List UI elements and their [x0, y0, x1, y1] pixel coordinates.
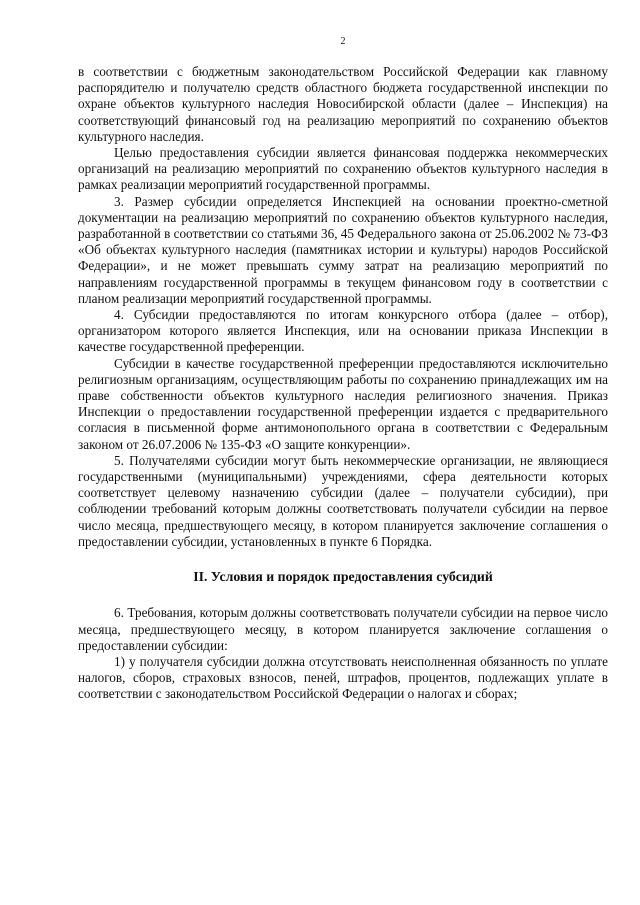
paragraph-requirement-1-tax-debt: 1) у получателя субсидии должна отсутствовать неисполненная обязанность по уплате налогов, сборов, страховых взносов, пеней, штрафов, процентов, подлежащих уплате в соответствии с законодательством Российской Федерации о налогах и сборах;	[78, 653, 608, 702]
document-page	[78, 36, 608, 703]
page-number: 2	[340, 36, 346, 47]
paragraph-item-4-selection: 4. Субсидии предоставляются по итогам конкурсного отбора (далее – отбор), организатором которого является Инспекция, или на основании приказа Инспекции в качестве государственной преференции.	[78, 307, 608, 355]
paragraph-item-5-recipients: 5. Получателями субсидии могут быть некоммерческие организации, не являющиеся государственными (муниципальными) учреждениями, сфера деятельности которых соответствует целевому назначению субсидии (далее – получатели субсидии), при соблюдении требований которым должны соответствовать получатели субсидии на первое число месяца, предшествующего месяцу, в котором планируется заключение соглашения о предоставлении субсидии, установленных в пункте 6 Порядка.	[78, 452, 608, 549]
paragraph-subsidy-goal: Целью предоставления субсидии является финансовая поддержка некоммерческих организаций на реализацию мероприятий по сохранению объектов культурного наследия в рамках реализации мероприятий государственной программы.	[78, 145, 608, 193]
paragraph-budget-recipient: в соответствии с бюджетным законодательством Российской Федерации как главному распорядителю и получателю средств областного бюджета государственной инспекции по охране объектов культурного наследия Новосибирской области (далее – Инспекция) на соответствующий финансовый год на реализацию мероприятий по сохранению объектов культурного наследия.	[78, 64, 608, 144]
paragraph-item-6-requirements: 6. Требования, которым должны соответствовать получатели субсидии на первое число месяца, предшествующего месяцу, в котором планируется заключение соглашения о предоставлении субсидии:	[78, 605, 608, 653]
paragraph-state-preference: Субсидии в качестве государственной преференции предоставляются исключительно религиозным организациям, осуществляющим работы по сохранению принадлежащих им на праве собственности объектов культурного наследия религиозного значения. Приказ Инспекции о предоставлении государственной преференции издается с предварительного согласия в письменной форме антимонопольного органа в соответствии с Федеральным законом от 26.07.2006 № 135-ФЗ «О защите конкуренции».	[78, 355, 608, 452]
section-title: II. Условия и порядок предоставления субсидий	[193, 569, 493, 585]
paragraph-item-3-subsidy-amount: 3. Размер субсидии определяется Инспекцией на основании проектно-сметной документации на реализацию мероприятий по сохранению объектов культурного наследия, разработанной в соответствии со статьями 36, 45 Федерального закона от 25.06.2002 № 73-ФЗ «Об объектах культурного наследия (памятниках истории и культуры) народов Российской Федерации», и не может превышать сумму затрат на реализацию мероприятий по направлениям государственной программы в текущем финансовом году в соответствии с планом реализации мероприятий государственной программы.	[78, 193, 608, 306]
